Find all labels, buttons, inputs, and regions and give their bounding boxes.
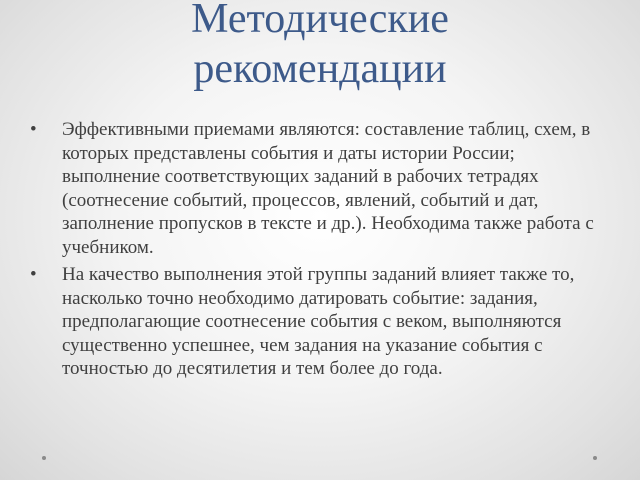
bullet-list — [30, 118, 610, 385]
bullet-text: Эффективными приемами являются: составление таблиц, схем, в которых представлены события и даты истории России; выполнение соответствующих заданий в рабочих тетрадях (соотнесение событий, процессов, явлений, событий и дат, заполнение пропусков в тексте и др.). Необходима также работа с учебником. — [62, 119, 594, 258]
bullet-item — [30, 263, 610, 381]
bullet-item — [30, 118, 610, 259]
bullet-text: На качество выполнения этой группы заданий влияет также то, насколько точно необходимо датировать событие: задания, предполагающие соотнесение события с веком, выполняются существенно успешнее, чем задания на указание события с точностью до десятилетия и тем более до года. — [62, 264, 575, 379]
decorative-dot-icon — [42, 456, 46, 460]
bullet-dot-icon: • — [30, 264, 37, 285]
bullet-dot-icon: • — [30, 119, 37, 140]
decorative-dot-icon — [593, 456, 597, 460]
slide-title: Методические рекомендации — [191, 0, 449, 92]
